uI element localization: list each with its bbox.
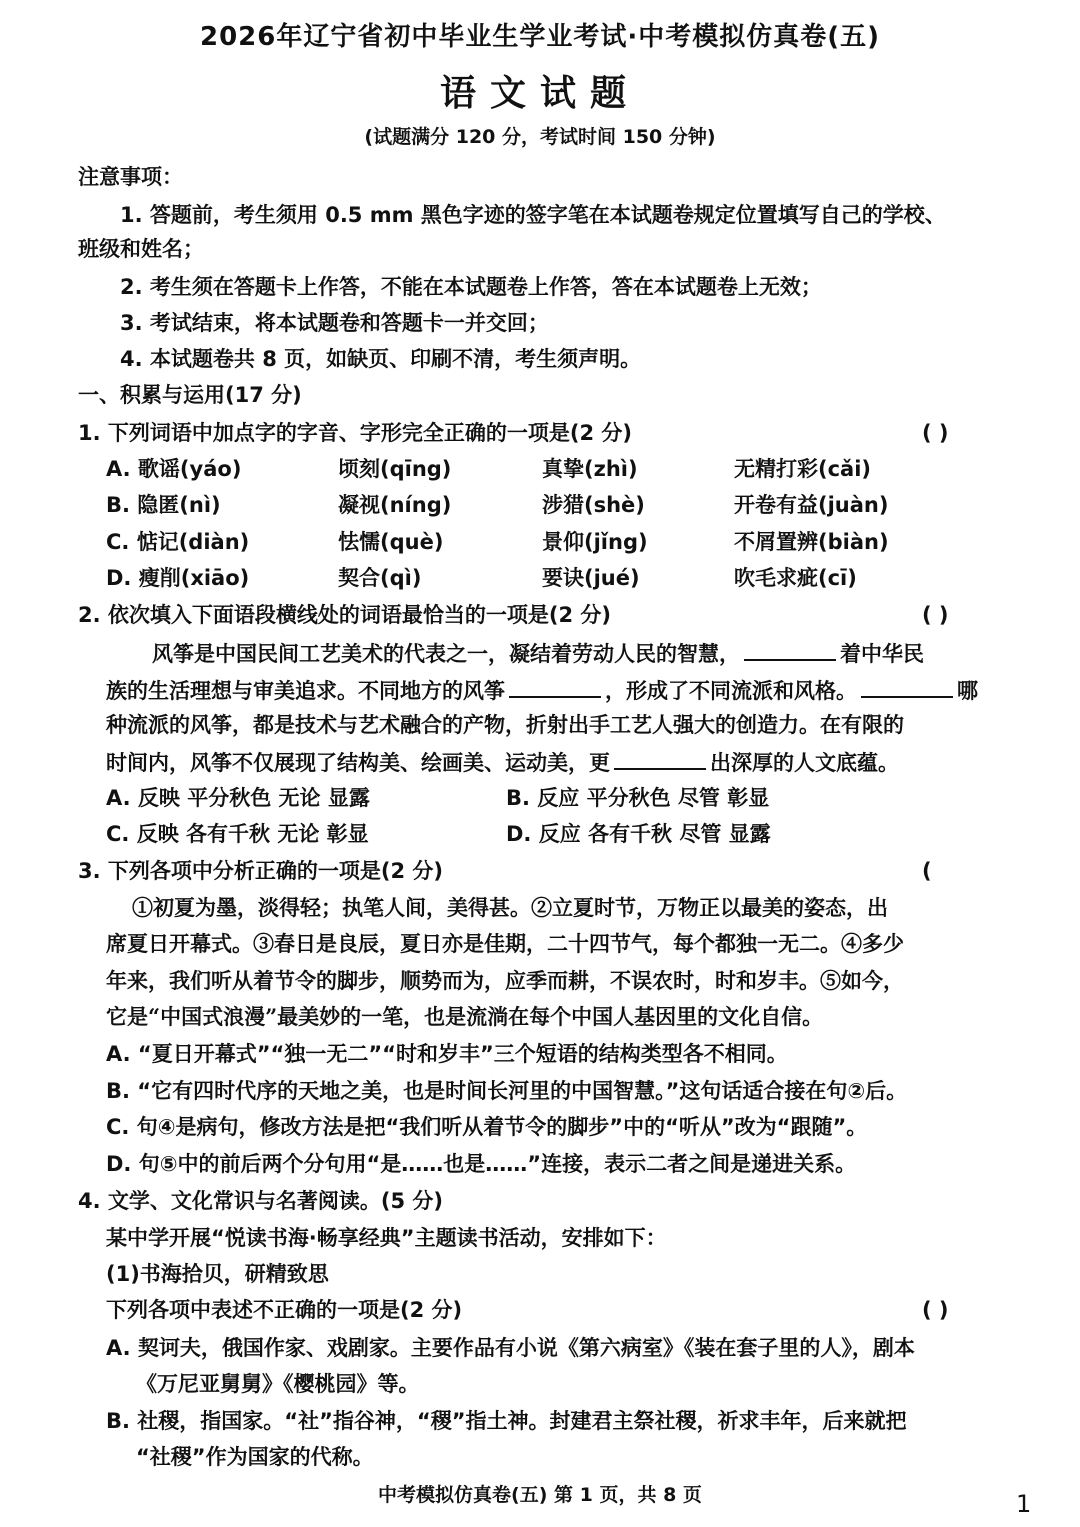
q4-option: B. 社稷，指国家。“社”指谷神，“稷”指土神。封建君主祭社稷，祈求丰年，后来就把 <box>106 1409 907 1433</box>
notice-item: 2. 考生须在答题卡上作答，不能在本试题卷上作答，答在本试题卷上无效； <box>120 275 822 299</box>
answer-paren: ( ) <box>922 603 949 627</box>
q3-option: D. 句⑤中的前后两个分句用“是……也是……”连接，表示二者之间是递进关系。 <box>106 1152 857 1176</box>
passage-text: 哪 <box>957 678 978 703</box>
q4-subheading: (1)书海拾贝，研精致思 <box>106 1262 329 1286</box>
passage-text: 时间内，风筝不仅展现了结构美、绘画美、运动美，更 <box>106 750 610 775</box>
question-1-stem: 1. 下列词语中加点字的字音、字形完全正确的一项是(2 分) <box>78 421 633 445</box>
q3-passage-line: 席夏日开幕式。③春日是良辰，夏日亦是佳期，二十四节气，每个都独一无二。④多少 <box>106 931 904 956</box>
q4-sub-stem: 下列各项中表述不正确的一项是(2 分) <box>106 1298 463 1322</box>
section-heading: 一、积累与运用(17 分) <box>78 383 302 407</box>
q1-option: 要诀(jué) <box>542 566 640 590</box>
q1-option: 凝视(níng) <box>338 493 452 517</box>
exam-info: (试题满分 120 分，考试时间 150 分钟) <box>364 126 716 148</box>
q1-option: 开卷有益(juàn) <box>734 493 889 517</box>
q1-option: D. 瘦削(xiāo) <box>106 566 250 590</box>
passage-text: 着中华民 <box>840 641 924 666</box>
passage-text: 出深厚的人文底蕴。 <box>710 750 899 775</box>
q3-passage-line: ①初夏为墨，淡得轻；执笔人间，美得甚。②立夏时节，万物正以最美的姿态，出 <box>132 895 888 920</box>
q2-passage-line: 种流派的风筝，都是技术与艺术融合的产物，折射出手工艺人强大的创造力。在有限的 <box>106 712 904 737</box>
q2-passage-line <box>152 637 924 669</box>
q3-passage-line: 它是“中国式浪漫”最美妙的一笔，也是流淌在每个中国人基因里的文化自信。 <box>106 1004 824 1029</box>
q4-option-cont: 《万尼亚舅舅》《樱桃园》等。 <box>136 1372 420 1396</box>
q4-option: A. 契诃夫，俄国作家、戏剧家。主要作品有小说《第六病室》《装在套子里的人》，剧本 <box>106 1336 915 1360</box>
q1-option: 吹毛求疵(cī) <box>734 566 857 590</box>
fill-blank <box>614 746 706 770</box>
q2-option: B. 反应 平分秋色 尽管 彰显 <box>506 786 770 810</box>
page-number: 1 <box>1016 1490 1032 1518</box>
q3-passage-line: 年来，我们听从着节令的脚步，顺势而为，应季而耕，不误农时，时和岁丰。⑤如今， <box>106 968 904 993</box>
passage-text: 风筝是中国民间工艺美术的代表之一，凝结着劳动人民的智慧， <box>152 641 740 666</box>
question-2-stem: 2. 依次填入下面语段横线处的词语最恰当的一项是(2 分) <box>78 603 612 627</box>
q1-option: 景仰(jǐng) <box>542 530 648 554</box>
notice-item: 4. 本试题卷共 8 页，如缺页、印刷不清，考生须声明。 <box>120 347 642 371</box>
q1-option: B. 隐匿(nì) <box>106 493 221 517</box>
subject-title: 语文试题 <box>439 73 640 114</box>
q2-option: A. 反映 平分秋色 无论 显露 <box>106 786 370 810</box>
notice-item: 3. 考试结束，将本试题卷和答题卡一并交回； <box>120 311 549 335</box>
q2-option: C. 反映 各有千秋 无论 彰显 <box>106 822 369 846</box>
passage-text: ，形成了不同流派和风格。 <box>605 678 857 703</box>
answer-paren: ( ) <box>922 421 949 445</box>
q1-option: 顷刻(qīng) <box>338 457 452 481</box>
q3-option: A. “夏日开幕式”“独一无二”“时和岁丰”三个短语的结构类型各不相同。 <box>106 1042 788 1066</box>
q1-option: 真挚(zhì) <box>542 457 638 481</box>
q1-option: A. 歌谣(yáo) <box>106 457 242 481</box>
notice-heading: 注意事项： <box>78 165 183 189</box>
passage-text: 族的生活理想与审美追求。不同地方的风筝 <box>106 678 505 703</box>
notice-item: 1. 答题前，考生须用 0.5 mm 黑色字迹的签字笔在本试题卷规定位置填写自己的学校、 <box>120 203 946 227</box>
fill-blank <box>509 674 601 698</box>
question-4-stem: 4. 文学、文化常识与名著阅读。(5 分) <box>78 1189 444 1213</box>
q1-option: C. 惦记(diàn) <box>106 530 250 554</box>
q1-option: 不屑置辨(biàn) <box>734 530 889 554</box>
answer-paren: ( <box>922 859 932 883</box>
q3-option: C. 句④是病句，修改方法是把“我们听从着节令的脚步”中的“听从”改为“跟随”。 <box>106 1115 868 1139</box>
q3-option: B. “它有四时代序的天地之美，也是时间长河里的中国智慧。”这句话适合接在句②后。 <box>106 1079 908 1103</box>
answer-paren: ( ) <box>922 1298 949 1322</box>
notice-item: 班级和姓名； <box>78 237 204 261</box>
q2-option: D. 反应 各有千秋 尽管 显露 <box>506 822 771 846</box>
q4-intro: 某中学开展“悦读书海·畅享经典”主题读书活动，安排如下： <box>106 1226 667 1250</box>
question-3-stem: 3. 下列各项中分析正确的一项是(2 分) <box>78 859 444 883</box>
q1-option: 涉猎(shè) <box>542 493 645 517</box>
page-footer: 中考模拟仿真卷(五) 第 1 页，共 8 页 <box>378 1484 702 1506</box>
fill-blank <box>861 674 953 698</box>
q2-passage-line <box>106 746 899 778</box>
fill-blank <box>744 637 836 661</box>
q1-option: 契合(qì) <box>338 566 422 590</box>
q4-option-cont: “社稷”作为国家的代称。 <box>136 1445 374 1469</box>
exam-title: 2026年辽宁省初中毕业生学业考试·中考模拟仿真卷(五) <box>199 22 880 52</box>
q1-option: 无精打彩(cǎi) <box>734 457 872 481</box>
q1-option: 怯懦(què) <box>338 530 444 554</box>
q2-passage-line <box>106 674 978 706</box>
